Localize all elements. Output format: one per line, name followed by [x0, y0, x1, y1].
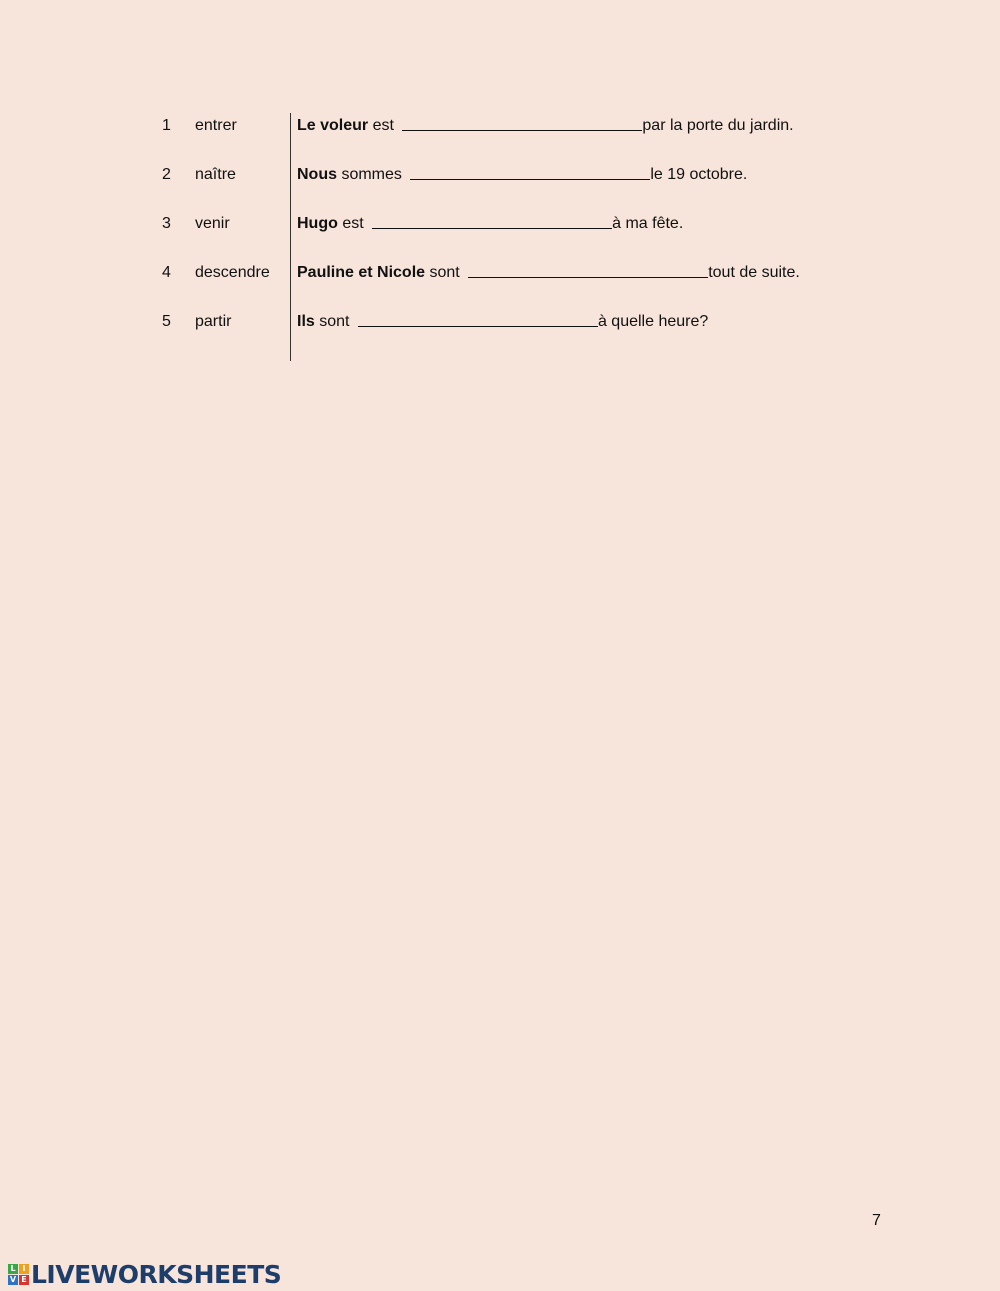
item-number: 5 — [162, 313, 171, 330]
item-verb: descendre — [195, 264, 270, 281]
answer-blank[interactable] — [358, 310, 598, 327]
item-sentence — [297, 113, 794, 139]
item-ending: à ma fête. — [612, 215, 684, 232]
item-ending: à quelle heure? — [597, 313, 709, 330]
item-verb: partir — [195, 313, 232, 330]
item-number: 3 — [162, 215, 171, 232]
logo-mark-cell: I — [19, 1264, 29, 1274]
answer-blank[interactable] — [410, 163, 650, 180]
item-number: 4 — [162, 264, 171, 281]
exercise-table — [160, 113, 860, 363]
item-auxiliary: sont — [319, 313, 350, 330]
item-sentence — [297, 162, 747, 188]
item-number: 1 — [162, 117, 171, 134]
item-sentence — [297, 260, 800, 286]
logo-text: LIVEWORKSHEETS — [31, 1259, 282, 1289]
item-subject: Nous — [297, 166, 337, 183]
item-ending: par la porte du jardin. — [642, 117, 794, 134]
item-auxiliary: sont — [429, 264, 460, 281]
item-auxiliary: est — [342, 215, 364, 232]
logo-mark-cell: V — [9, 1274, 17, 1284]
item-sentence — [297, 211, 683, 237]
logo-mark-cell: E — [19, 1275, 29, 1285]
item-sentence — [297, 309, 708, 335]
answer-blank[interactable] — [402, 114, 642, 131]
item-verb: entrer — [195, 117, 237, 134]
item-subject: Hugo — [297, 215, 338, 232]
item-auxiliary: est — [372, 117, 394, 134]
page-number: 7 — [872, 1212, 881, 1229]
column-divider — [290, 113, 291, 361]
answer-blank[interactable] — [372, 212, 612, 229]
item-verb: venir — [195, 215, 230, 232]
item-number: 2 — [162, 166, 171, 183]
answer-blank[interactable] — [468, 261, 708, 278]
liveworksheets-logo[interactable] — [8, 1260, 281, 1288]
item-ending: le 19 octobre. — [650, 166, 748, 183]
item-subject: Le voleur — [297, 117, 369, 134]
item-subject: Pauline et Nicole — [297, 264, 426, 281]
item-verb: naître — [195, 166, 236, 183]
item-subject: Ils — [297, 313, 315, 330]
logo-mark-icon — [8, 1264, 29, 1285]
item-auxiliary: sommes — [341, 166, 402, 183]
logo-mark-cell: L — [8, 1264, 18, 1274]
item-ending: tout de suite. — [708, 264, 800, 281]
